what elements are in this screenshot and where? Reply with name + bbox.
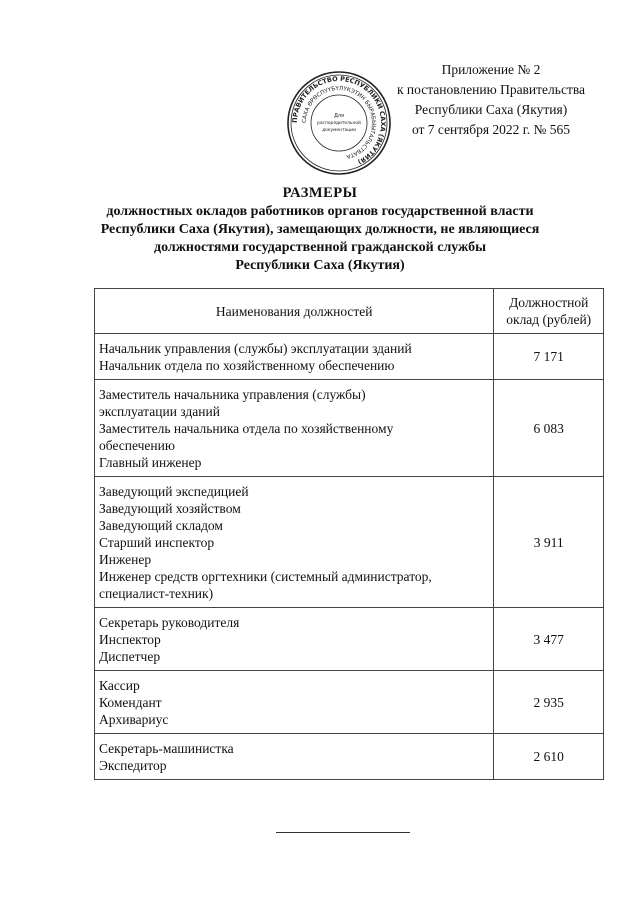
position-title: Заведующий складом [99,518,223,533]
salary-cell: 6 083 [494,380,604,477]
salary-header-line2: оклад (рублей) [506,312,592,327]
positions-cell [95,380,494,477]
position-title: обеспечению [99,438,175,453]
salary-cell: 7 171 [494,334,604,380]
position-title: Диспетчер [99,649,161,664]
table-row [95,734,604,780]
positions-cell [95,671,494,734]
title-main: РАЗМЕРЫ [282,185,358,201]
seal-outer-text: ПРАВИТЕЛЬСТВО РЕСПУБЛИКИ САХА (ЯКУТИЯ) [290,74,388,167]
position-title: Инспектор [99,632,161,647]
position-title: Начальник отдела по хозяйственному обеспечению [99,358,395,373]
positions-cell [95,608,494,671]
position-title: Архивариус [99,712,169,727]
appendix-date: от 7 сентября 2022 г. № 565 [411,122,571,137]
salary-header-line1: Должностной [509,295,589,310]
appendix-heading [386,60,596,140]
column-header-salary [494,289,604,334]
position-title: Комендант [99,695,162,710]
table-body [95,334,604,780]
position-title: Заведующий экспедицией [99,484,249,499]
salary-cell: 3 911 [494,477,604,608]
salary-cell: 2 935 [494,671,604,734]
salary-cell: 3 477 [494,608,604,671]
position-title: специалист-техник) [99,586,214,601]
position-title: Секретарь руководителя [99,615,240,630]
salary-cell: 2 610 [494,734,604,780]
position-title: Старший инспектор [99,535,215,550]
appendix-decree: к постановлению Правительства [396,82,586,97]
table-header-row [95,289,604,334]
official-seal-icon [286,70,392,176]
appendix-number: Приложение № 2 [441,62,541,77]
table-row [95,380,604,477]
position-title: эксплуатации зданий [99,404,220,419]
position-title: Секретарь-машинистка [99,741,234,756]
position-title: Заведующий хозяйством [99,501,241,516]
position-title: Экспедитор [99,758,167,773]
column-header-positions: Наименования должностей [95,289,494,334]
position-title: Инженер [99,552,152,567]
position-title: Начальник управления (службы) эксплуатации зданий [99,341,412,356]
position-title: Кассир [99,678,140,693]
seal-center-line1: Для [333,113,345,119]
position-title: Инженер средств оргтехники (системный администратор, [99,569,432,584]
seal-inner-text: САХА ӨРӨСПҮҮБҮЛҮКЭТИН БЫРАБЫЫТАЛЬСТВАТА [301,85,377,160]
document-title [60,184,580,275]
appendix-republic: Республики Саха (Якутия) [414,102,568,117]
title-line-3: должностями государственной гражданской службы [153,240,487,255]
positions-cell [95,477,494,608]
positions-cell [95,334,494,380]
salary-table [94,288,604,780]
table-row [95,334,604,380]
table-row [95,608,604,671]
title-line-2: Республики Саха (Якутия), замещающих должности, не являющиеся [100,222,540,237]
position-title: Заместитель начальника отдела по хозяйственному [99,421,394,436]
position-title: Заместитель начальника управления (службы) [99,387,366,402]
title-line-4: Республики Саха (Якутия) [235,258,405,273]
table-row [95,671,604,734]
seal-center-line2: распорядительной [317,121,361,126]
position-title: Главный инженер [99,455,202,470]
positions-cell [95,734,494,780]
footer-divider [276,832,410,833]
seal-center-line3: документации [322,128,356,133]
table-row [95,477,604,608]
title-line-1: должностных окладов работников органов государственной власти [106,204,534,219]
